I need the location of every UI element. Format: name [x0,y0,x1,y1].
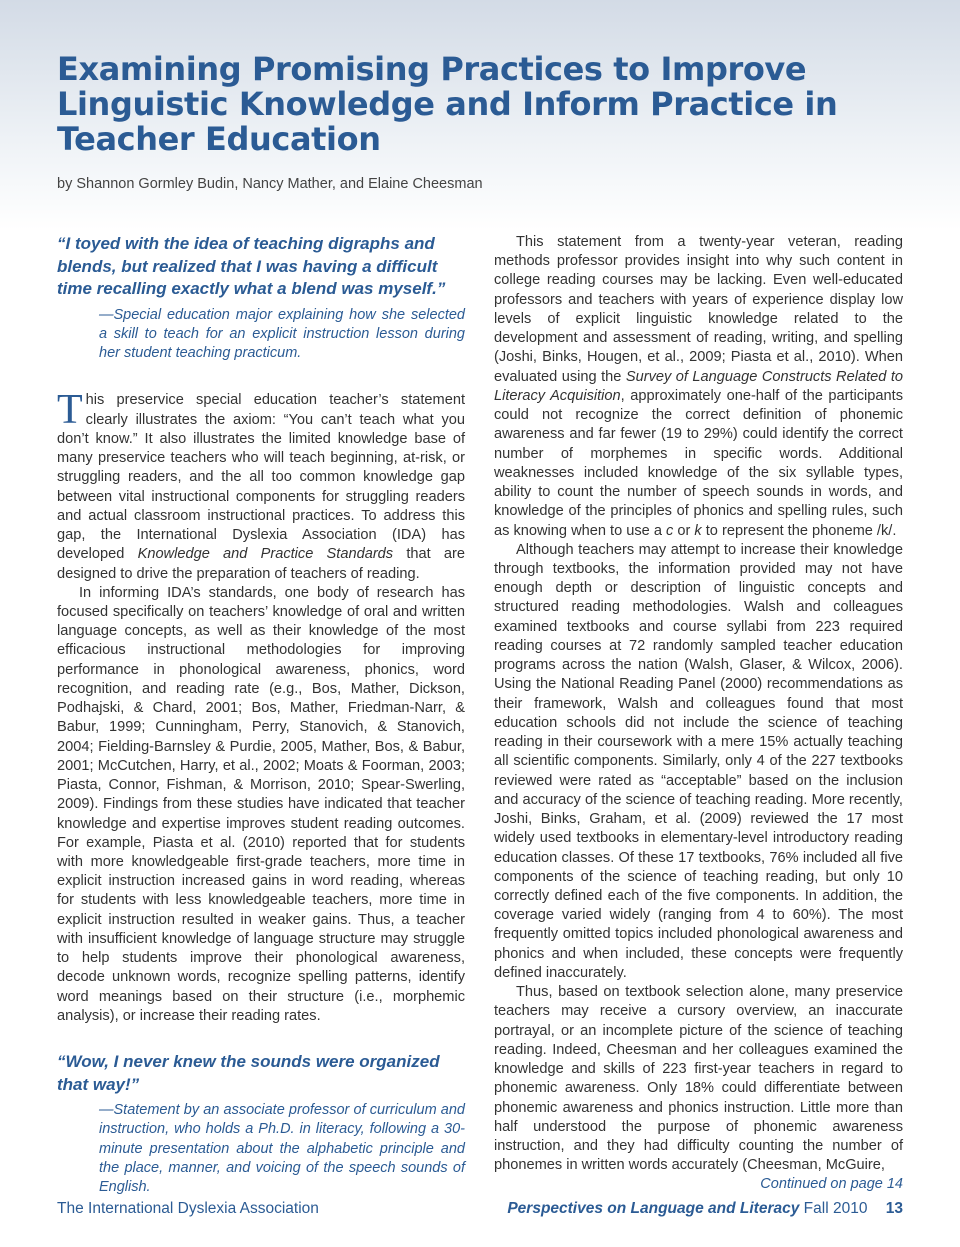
veteran-text-or: or [673,522,691,539]
cursory-overview-paragraph: Thus, based on textbook selection alone, many preservice teachers may receive a cursory overview, an inaccurate portrayal, or an incomplete picture of the science of teaching reading. Indeed, Cheesman and her colleagues examined the knowledge and skills of 223 first-year teachers in regard to phonemic awareness. Only 18% could differentiate between phonemic awareness and phonics instruction. Little more than half understood the purpose of phonemic awareness instruction, and they had difficulty counting the number of phonemes in written words accurately (Cheesman, McGuire, [494,984,903,1174]
veteran-text-end: to represent the phoneme /k/. [701,522,897,539]
veteran-text-b: , approximately one-half of the participants could not recognize the correct definition of phonemic awareness and far fewer (19 to 29%) could identify the correct number of morphemes in specific words. Additional weaknesses included knowledge of the six syllable types, ability to count the number of speech sounds in words, and knowledge of the principles of phonics and spelling rules, such as knowing when to use a [494,387,903,539]
intro-text: his preservice special education teacher’s statement clearly illustrates the axiom: “You can’t teach what you don’t know.” It also illustrates the limited knowledge base of many preservice teachers who will teach beginning, at-risk, or struggling readers, and the all too common knowledge gap between vital instructional components for struggling readers and actual classroom instructional practices. To address this gap, the International Dyslexia Association (IDA) has developed [57,392,465,563]
research-paragraph: In informing IDA’s standards, one body of research has focused specifically on teachers’ knowledge of oral and written language concepts, as well as their knowledge of the most efficacious instructional methodologies for improving performance in phonological awareness, phonics, word recognition, and reading rate (e.g., Bos, Mather, Dickson, Podhajski, & Chard, 2001; Bos, Mather, Friedman-Narr, & Babur, 1999; Cunningham, Perry, Stanovich, & Stanovich, 2004; Fielding-Barnsley & Purdie, 2005, Mather, Bos, & Babur, 2001; McCutchen, Harry, et al., 2002; Moats & Foorman, 2003; Piasta, Connor, Fishman, & Morrison, 2010; Spear-Swerling, 2009). Findings from these studies have indicated that teacher knowledge and expertise improves student reading outcomes. For example, Piasta et al. (2010) reported that for students with more knowledgeable first-grade teachers, more time in explicit instruction increased gains in word reading, whereas for students with less knowledgeable teachers, more time in explicit instruction resulted in weaker gains. Thus, a teacher with insufficient knowledge of language structure may struggle to help students improve their phonological awareness, decode unknown words, recognize spelling patterns, identify word meanings based on their structure (i.e., morphemic analysis), or increase their reading rates. [57,584,465,1024]
standards-title: Knowledge and Practice Standards [137,546,394,563]
pull-quote-2: “Wow, I never knew the sounds were organized that way!” [57,1052,440,1094]
veteran-paragraph [494,233,903,541]
textbooks-paragraph: Although teachers may attempt to increase their knowledge through textbooks, the information provided may not have enough depth or description of linguistic concepts and structured reading methodologies. Walsh and colleagues examined textbooks and course syllabi from 223 required reading courses at 72 randomly sampled teacher education programs across the nation (Walsh, Glaser, & Wilcox, 2006). Using the National Reading Panel (2000) recommendations as their framework, Walsh and colleagues found that most education schools did not include the science of teaching reading in their coursework with a mere 15% actually teaching all scientific components. Similarly, only 4 of the 227 textbooks reviewed were rated as “acceptable” based on the inclusion and accuracy of the science of teaching reading. More recently, Joshi, Binks, Graham, et al. (2009) reviewed the 17 most widely used textbooks in elementary-level introductory reading education classes. Of these 17 textbooks, 76% included all five components of the science of teaching reading, but only 10 correctly defined each of the five components. In addition, the coverage varied widely (ranging from 4 to 60%). The most frequently omitted topics included phonological awareness and phonics and when included, these concepts were frequently defined inaccurately. [494,541,903,981]
drop-cap: T [57,387,83,434]
footer-issue: Fall 2010 [803,1200,868,1217]
quote-attribution-1: —Special education major explaining how she selected a skill to teach for an explicit instruction lesson during her student teaching practicum. [99,306,465,362]
pull-quote-1: “I toyed with the idea of teaching digraphs and blends, but realized that I was having a difficult time recalling exactly what a blend was myself.” [57,234,446,298]
veteran-text-a: This statement from a twenty-year veteran, reading methods professor provides insight into why such content in college reading courses may be lacking. Even well-educated professors and teachers with years of experience display low levels of explicit linguistic knowledge related to the development and assessment of reading, writing, and spelling (Joshi, Binks, Hougen, et al., 2009; Piasta et al., 2010). When evaluated using the [494,234,903,385]
letter-c: c [666,522,674,539]
letter-k: k [694,522,702,539]
left-column [57,233,465,1198]
intro-paragraph [57,387,465,583]
footer-journal-info [507,1200,903,1218]
page-number: 13 [885,1200,903,1217]
footer-journal: Perspectives on Language and Literacy [507,1200,800,1217]
quote-attribution-2: —Statement by an associate professor of curriculum and instruction, who holds a Ph.D. in literacy, following a 30-minute presentation about the alphabetic principle and the place, manner, and voicing of the speech sounds of English. [99,1102,465,1196]
footer-organization: The International Dyslexia Association [57,1200,319,1217]
continued-link[interactable]: Continued on page 14 [760,1176,903,1193]
right-column [494,233,903,1194]
article-byline: by Shannon Gormley Budin, Nancy Mather, and Elaine Cheesman [57,176,483,192]
intro-text-end: that are designed to drive the preparation of teachers of reading. [57,546,465,582]
survey-title: Survey of Language Constructs Related to Literacy Acquisition [494,368,903,404]
article-title: Examining Promising Practices to Improve Linguistic Knowledge and Inform Practice in Teacher Education [57,50,838,158]
